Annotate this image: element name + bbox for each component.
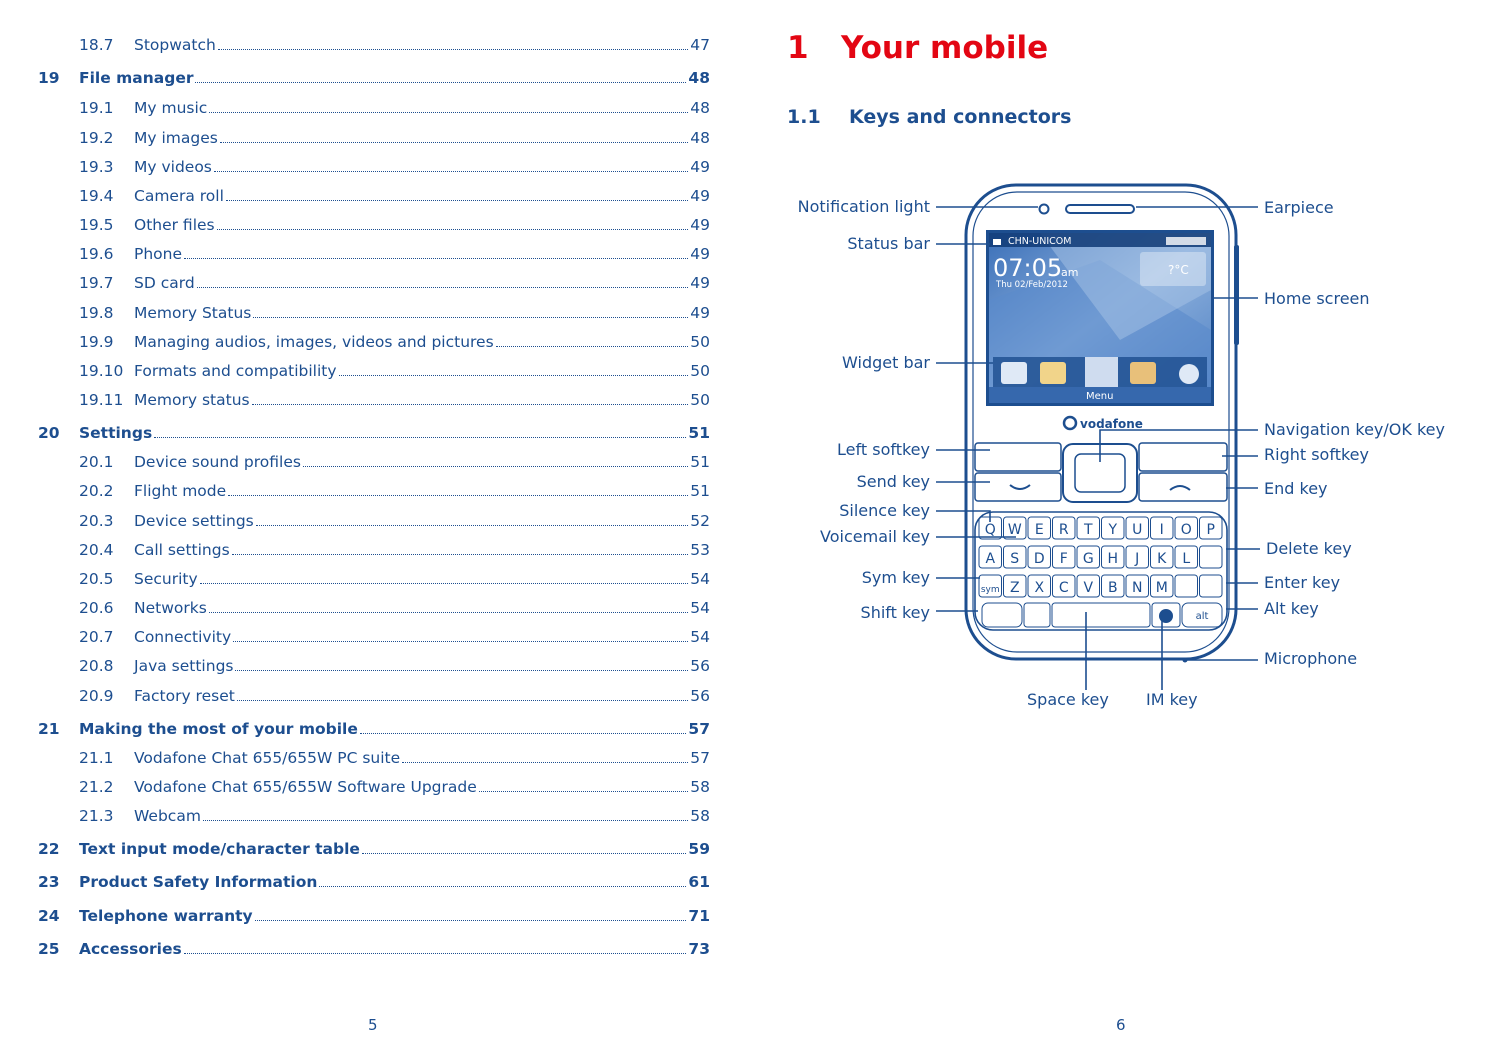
label-shift-key: Shift key (860, 603, 930, 622)
toc-entry-title: SD card (134, 274, 195, 292)
label-sym-key: Sym key (861, 568, 930, 587)
toc-entry-number: 24 (38, 907, 60, 925)
toc-entry-title: Other files (134, 216, 215, 234)
keyboard-key-label: E (1034, 522, 1044, 538)
toc-entry-title: Managing audios, images, videos and pictures (134, 333, 494, 351)
toc-entry-title: Making the most of your mobile (79, 720, 358, 738)
toc-entry-title: Telephone warranty (79, 907, 253, 925)
toc-entry-title: Product Safety Information (79, 873, 318, 891)
toc-entry-number: 20.9 (79, 687, 114, 705)
toc-entry-title: Memory status (134, 391, 250, 409)
toc-entry-title: Formats and compatibility (134, 362, 337, 380)
chapter-title: Your mobile (841, 30, 1049, 66)
time-text: 07:05 (993, 254, 1063, 282)
keyboard-key-label: C (1058, 580, 1069, 596)
keyboard-key-label: R (1058, 522, 1069, 538)
label-alt-key: Alt key (1264, 599, 1319, 618)
keyboard-key-label: W (1007, 522, 1022, 538)
chapter-number: 1 (787, 30, 809, 66)
keyboard-key-label: N (1132, 580, 1143, 596)
toc-entry-number: 19.6 (79, 245, 114, 263)
toc-entry-number: 19.5 (79, 216, 114, 234)
toc-entry-page: 61 (688, 873, 710, 891)
toc-entry-title: Camera roll (134, 187, 224, 205)
toc-entry-number: 19.10 (79, 362, 124, 380)
keyboard-key-label: M (1155, 580, 1168, 596)
toc-entry-page: 59 (688, 840, 710, 858)
toc-entry-number: 21 (38, 720, 60, 738)
keyboard-key-label: P (1206, 522, 1215, 538)
operator-text: CHN-UNICOM (1008, 236, 1072, 247)
toc-entry-number: 18.7 (79, 36, 114, 54)
toc-entry-number: 19.11 (79, 391, 124, 409)
toc-entry-title: Networks (134, 599, 207, 617)
section-number: 1.1 (787, 106, 821, 128)
toc-entry-page: 49 (690, 216, 710, 234)
toc-entry-page: 47 (690, 36, 710, 54)
im-icon (1159, 609, 1173, 623)
toc-entry-title: Vodafone Chat 655/655W PC suite (134, 749, 401, 767)
toc-entry-page: 58 (690, 778, 710, 796)
toc-entry-number: 20.1 (79, 453, 114, 471)
label-im-key: IM key (1146, 690, 1198, 709)
toc-entry-title: Text input mode/character table (79, 840, 360, 858)
toc-entry-page: 50 (690, 391, 710, 409)
toc-entry-title: Webcam (134, 807, 201, 825)
toc-entry-page: 54 (690, 599, 710, 617)
toc-entry-number: 21.2 (79, 778, 114, 796)
toc-entry-page: 50 (690, 362, 710, 380)
keyboard-key-label: T (1083, 522, 1093, 538)
keyboard-key-label: G (1082, 551, 1094, 567)
right-page-number: 6 (1116, 1016, 1126, 1034)
label-left-softkey: Left softkey (837, 440, 930, 459)
keyboard-key-label: Z (1009, 580, 1020, 596)
toc-entry-number: 21.3 (79, 807, 114, 825)
toc-entry-page: 73 (688, 940, 710, 958)
toc-entry-page: 51 (690, 482, 710, 500)
toc-entry-number: 19.3 (79, 158, 114, 176)
toc-entry-page: 56 (690, 687, 710, 705)
toc-entry-number: 20.7 (79, 628, 114, 646)
toc-entry-page: 71 (688, 907, 710, 925)
toc-entry-number: 20.8 (79, 657, 114, 675)
keyboard-key-label: Q (984, 522, 996, 538)
toc-entry-page: 54 (690, 570, 710, 588)
toc-entry-number: 19.9 (79, 333, 114, 351)
toc-entry-title: Accessories (79, 940, 182, 958)
label-microphone: Microphone (1264, 649, 1358, 668)
keyboard-key-label: I (1159, 522, 1164, 538)
toc-entry-title: Memory Status (134, 304, 252, 322)
toc-entry-page: 51 (688, 424, 710, 442)
label-end-key: End key (1264, 479, 1328, 498)
toc-entry-title: Security (134, 570, 198, 588)
toc-entry-page: 48 (690, 129, 710, 147)
toc-entry-title: Stopwatch (134, 36, 216, 54)
label-navigation-key: Navigation key/OK key (1264, 420, 1445, 439)
keyboard-key-label: V (1083, 580, 1094, 596)
menu-text: Menu (1086, 391, 1114, 402)
date-text: Thu 02/Feb/2012 (996, 280, 1068, 290)
toc-entry-number: 20 (38, 424, 60, 442)
toc-entry-page: 52 (690, 512, 710, 530)
keyboard-key-label: Y (1108, 522, 1118, 538)
toc-entry-title: Device sound profiles (134, 453, 301, 471)
toc-entry-title: Device settings (134, 512, 254, 530)
keyboard-key-label: L (1182, 551, 1191, 567)
toc-entry-number: 19.7 (79, 274, 114, 292)
toc-entry-title: Java settings (134, 657, 234, 675)
toc-entry-page: 51 (690, 453, 710, 471)
toc-entry-page: 57 (690, 749, 710, 767)
toc-entry-page: 49 (690, 304, 710, 322)
toc-entry-title: Vodafone Chat 655/655W Software Upgrade (134, 778, 477, 796)
toc-entry-number: 19.1 (79, 99, 114, 117)
label-home-screen: Home screen (1264, 289, 1370, 308)
toc-entry-title: Factory reset (134, 687, 235, 705)
toc-entry-number: 20.3 (79, 512, 114, 530)
label-delete-key: Delete key (1266, 539, 1352, 558)
keyboard-key-label: F (1059, 551, 1068, 567)
keyboard-key-label: X (1034, 580, 1045, 596)
toc-entry-number: 19.2 (79, 129, 114, 147)
left-page-number: 5 (368, 1016, 378, 1034)
toc-entry-title: My music (134, 99, 208, 117)
toc-entry-number: 20.6 (79, 599, 114, 617)
toc-entry-number: 20.5 (79, 570, 114, 588)
keyboard-key-label: O (1180, 522, 1192, 538)
toc-entry-title: Phone (134, 245, 183, 263)
toc-entry-title: Call settings (134, 541, 230, 559)
label-notification-light: Notification light (797, 197, 930, 216)
label-right-softkey: Right softkey (1264, 445, 1369, 464)
keyboard-key-label: D (1033, 551, 1045, 567)
toc-entry-page: 49 (690, 274, 710, 292)
toc-entry-number: 23 (38, 873, 60, 891)
toc-entry-page: 49 (690, 187, 710, 205)
label-send-key: Send key (856, 472, 930, 491)
toc-entry-number: 21.1 (79, 749, 114, 767)
toc-entry-number: 25 (38, 940, 60, 958)
toc-entry-title: Flight mode (134, 482, 227, 500)
keyboard-key-label: U (1132, 522, 1143, 538)
toc-entry-number: 22 (38, 840, 60, 858)
toc-entry-number: 20.4 (79, 541, 114, 559)
ampm-text: am (1061, 266, 1079, 279)
toc-entry-title: My videos (134, 158, 212, 176)
temperature-text: ?°C (1168, 263, 1189, 277)
label-enter-key: Enter key (1264, 573, 1341, 592)
brand-logo-text: vodafone (1080, 417, 1143, 431)
label-voicemail-key: Voicemail key (820, 527, 930, 546)
toc-entry-page: 49 (690, 158, 710, 176)
toc-entry-page: 48 (688, 69, 710, 87)
keyboard-key-label: J (1135, 551, 1140, 567)
toc-entry-title: File manager (79, 69, 194, 87)
section-title: Keys and connectors (849, 106, 1072, 128)
toc-entry-page: 54 (690, 628, 710, 646)
label-status-bar: Status bar (847, 234, 930, 253)
toc-entry-number: 19.8 (79, 304, 114, 322)
toc-entry-page: 50 (690, 333, 710, 351)
label-silence-key: Silence key (839, 501, 930, 520)
toc-entry-page: 58 (690, 807, 710, 825)
label-widget-bar: Widget bar (842, 353, 930, 372)
toc-entry-page: 49 (690, 245, 710, 263)
toc-entry-number: 19 (38, 69, 60, 87)
toc-entry-number: 20.2 (79, 482, 114, 500)
toc-entry-page: 53 (690, 541, 710, 559)
keyboard-key-label: B (1107, 580, 1118, 596)
toc-entry-title: Settings (79, 424, 153, 442)
label-earpiece: Earpiece (1264, 198, 1334, 217)
toc-entry-number: 19.4 (79, 187, 114, 205)
toc-entry-page: 48 (690, 99, 710, 117)
toc-entry-title: My images (134, 129, 218, 147)
keyboard-key-label: S (1010, 551, 1020, 567)
keyboard-key-label: sym (980, 585, 1000, 595)
label-space-key: Space key (1027, 690, 1109, 709)
alt-key-label: alt (1195, 611, 1209, 622)
toc-entry-page: 56 (690, 657, 710, 675)
keyboard-key-label: A (985, 551, 996, 567)
toc-entry-page: 57 (688, 720, 710, 738)
keyboard-key-label: K (1157, 551, 1167, 567)
keyboard-key-label: H (1107, 551, 1119, 567)
toc-entry-title: Connectivity (134, 628, 232, 646)
